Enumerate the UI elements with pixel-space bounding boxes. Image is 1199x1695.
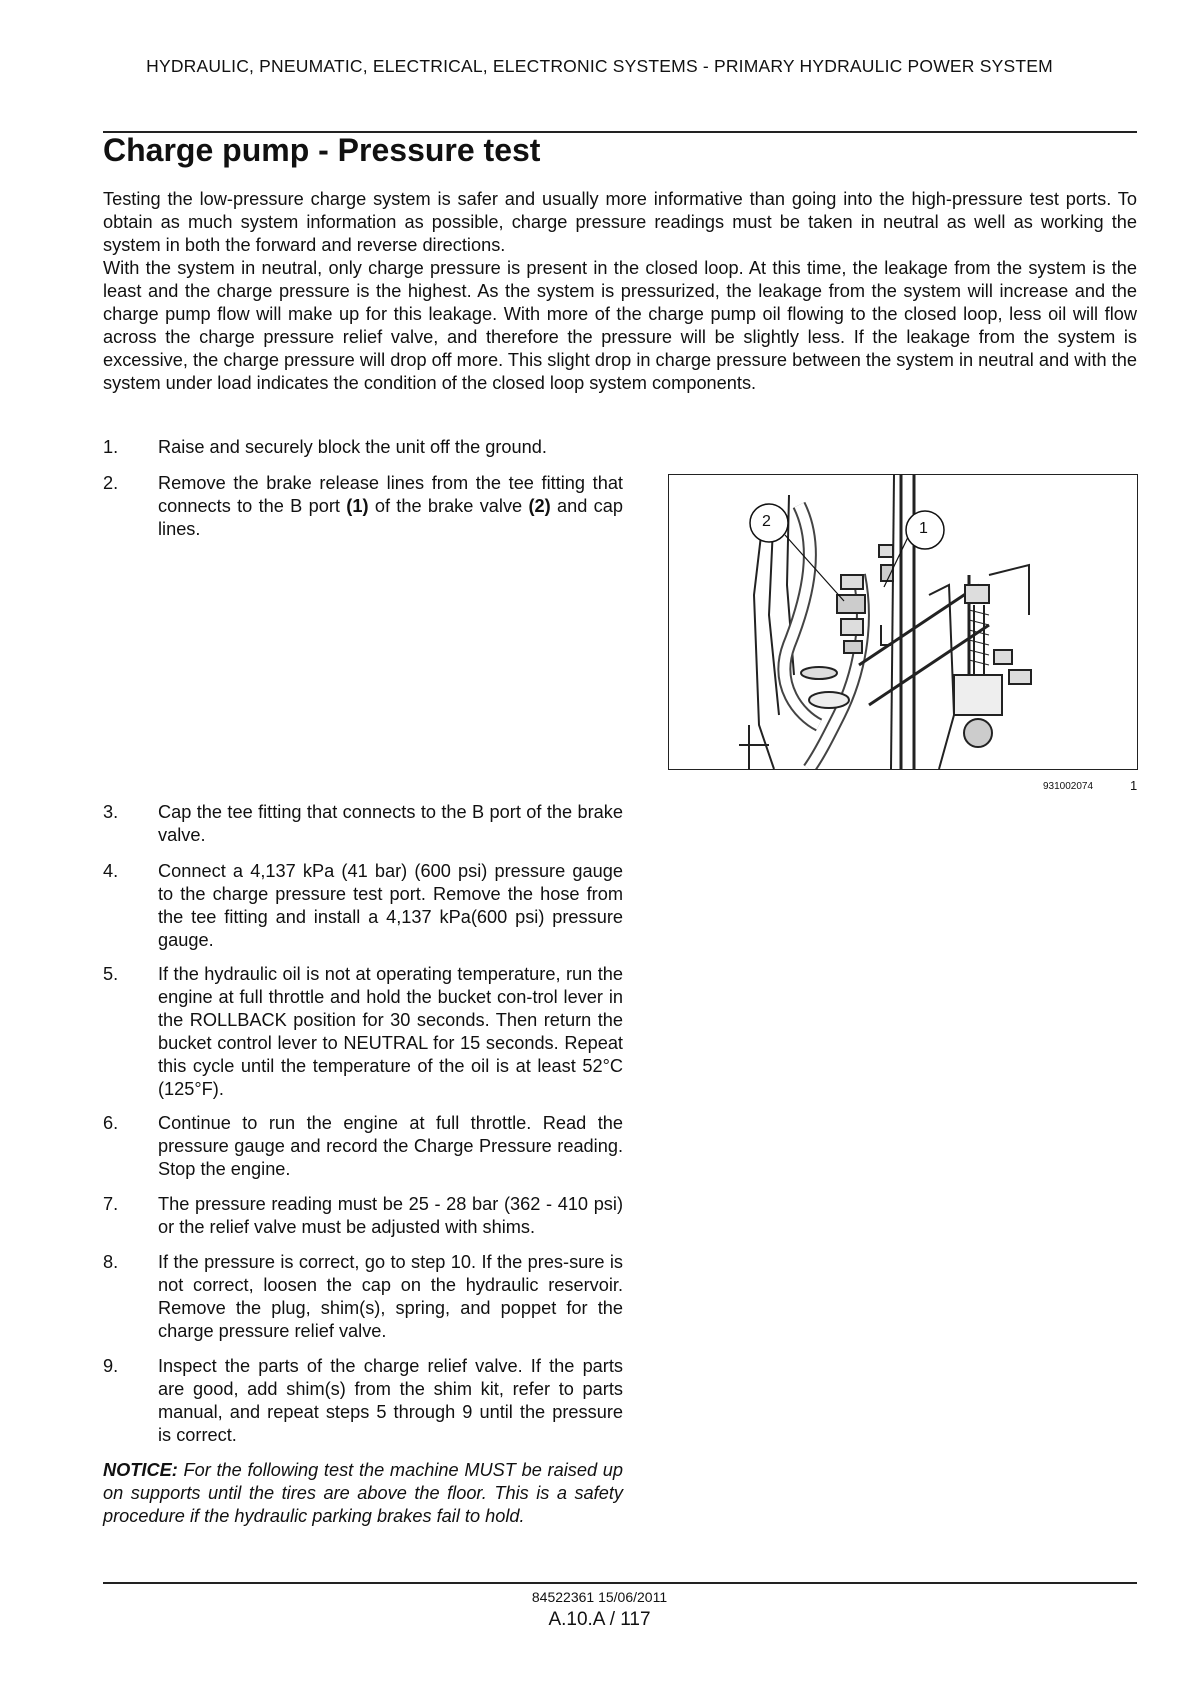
step-4 <box>103 860 623 952</box>
step-text <box>158 472 623 541</box>
step-number: 5. <box>103 964 119 984</box>
step-number: 6. <box>103 1113 119 1133</box>
step-1 <box>103 436 623 459</box>
step-text: The pressure reading must be 25 - 28 bar (362 - 410 psi) or the relief valve must be adjusted with shims. <box>158 1194 623 1237</box>
step-6 <box>103 1112 623 1181</box>
callout-1-label: 1 <box>919 520 928 537</box>
step-text-part: Remove the brake release lines from the tee fitting that connects to the B port <box>158 473 623 516</box>
footer-page-number: A.10.A / 117 <box>548 1609 651 1630</box>
figure-number: 1 <box>1130 778 1138 793</box>
figure-reference-code: 931002074 <box>1043 781 1094 792</box>
step-text-part: and cap lines. <box>158 496 624 539</box>
step-3 <box>103 801 623 847</box>
step-text: If the pressure is correct, go to step 10. If the pres-sure is not correct, loosen the cap on the hydraulic reservoir. Remove the plug, shim(s), spring, and poppet for the charge pressure relief valve. <box>158 1252 623 1341</box>
step-5 <box>103 963 623 1101</box>
step-text: Cap the tee fitting that connects to the B port of the brake valve. <box>158 802 623 845</box>
footer-rule <box>103 1582 1137 1584</box>
notice-paragraph <box>103 1459 623 1528</box>
step-2 <box>103 472 623 541</box>
step-text: Raise and securely block the unit off the ground. <box>158 437 547 457</box>
step-text: Continue to run the engine at full throttle. Read the pressure gauge and record the Charge Pressure reading. Stop the engine. <box>158 1113 623 1179</box>
callout-ref-1: (1) <box>346 496 369 516</box>
callout-ref-2: (2) <box>528 496 551 516</box>
step-number: 2. <box>103 473 119 493</box>
intro-paragraph-2: With the system in neutral, only charge pressure is present in the closed loop. At this time, the leakage from the system is the least and the charge pressure is the highest. As the system is pressurized, the leakage from the system will increase and the charge pump flow will make up for this leakage. With more of the charge pump oil flowing to the closed loop, less oil will flow across the charge pressure relief valve, and therefore the pressure will be slightly less. If the leakage from the system is excessive, the charge pressure will drop off more. This slight drop in charge pressure between the system in neutral and with the system under load indicates the condition of the closed loop system components. <box>103 258 1137 393</box>
figure-photo <box>668 474 1138 770</box>
step-number: 3. <box>103 802 119 822</box>
step-text-part: of the brake valve <box>368 496 529 516</box>
step-number: 9. <box>103 1356 119 1376</box>
section-header: HYDRAULIC, PNEUMATIC, ELECTRICAL, ELECTRONIC SYSTEMS - PRIMARY HYDRAULIC POWER SYSTEM <box>146 56 1053 76</box>
page-title: Charge pump - Pressure test <box>103 132 541 168</box>
step-number: 1. <box>103 437 119 457</box>
step-number: 8. <box>103 1252 119 1272</box>
callout-2-label: 2 <box>762 513 771 530</box>
step-8 <box>103 1251 623 1343</box>
step-number: 7. <box>103 1194 119 1214</box>
step-text: Connect a 4,137 kPa (41 bar) (600 psi) pressure gauge to the charge pressure test port. Remove the hose from the tee fitting and install a 4,137 kPa(600 psi) pressure gauge. <box>158 861 623 950</box>
step-9 <box>103 1355 623 1447</box>
intro-paragraph-1: Testing the low-pressure charge system is safer and usually more informative than going into the high-pressure test ports. To obtain as much system information as possible, charge pressure readings must be taken in neutral as well as working the system in both the forward and reverse directions. <box>103 189 1137 255</box>
step-text: Inspect the parts of the charge relief valve. If the parts are good, add shim(s) from the shim kit, refer to parts manual, and repeat steps 5 through 9 until the pressure is correct. <box>158 1356 623 1445</box>
step-number: 4. <box>103 861 119 881</box>
brake-valve-illustration <box>669 475 1137 769</box>
footer-doc-id: 84522361 15/06/2011 <box>531 1589 668 1605</box>
step-text: If the hydraulic oil is not at operating temperature, run the engine at full throttle and hold the bucket con-trol lever in the ROLLBACK position for 30 seconds. Then return the bucket control lever to NEUTRAL for 15 seconds. Repeat this cycle until the temperature of the oil is at least 52°C (125°F). <box>158 964 623 1099</box>
step-7 <box>103 1193 623 1239</box>
notice-label: NOTICE: <box>103 1460 178 1480</box>
notice-text: For the following test the machine MUST be raised up on supports until the tires are above the floor. This is a safety procedure if the hydraulic parking brakes fail to hold. <box>103 1460 623 1526</box>
